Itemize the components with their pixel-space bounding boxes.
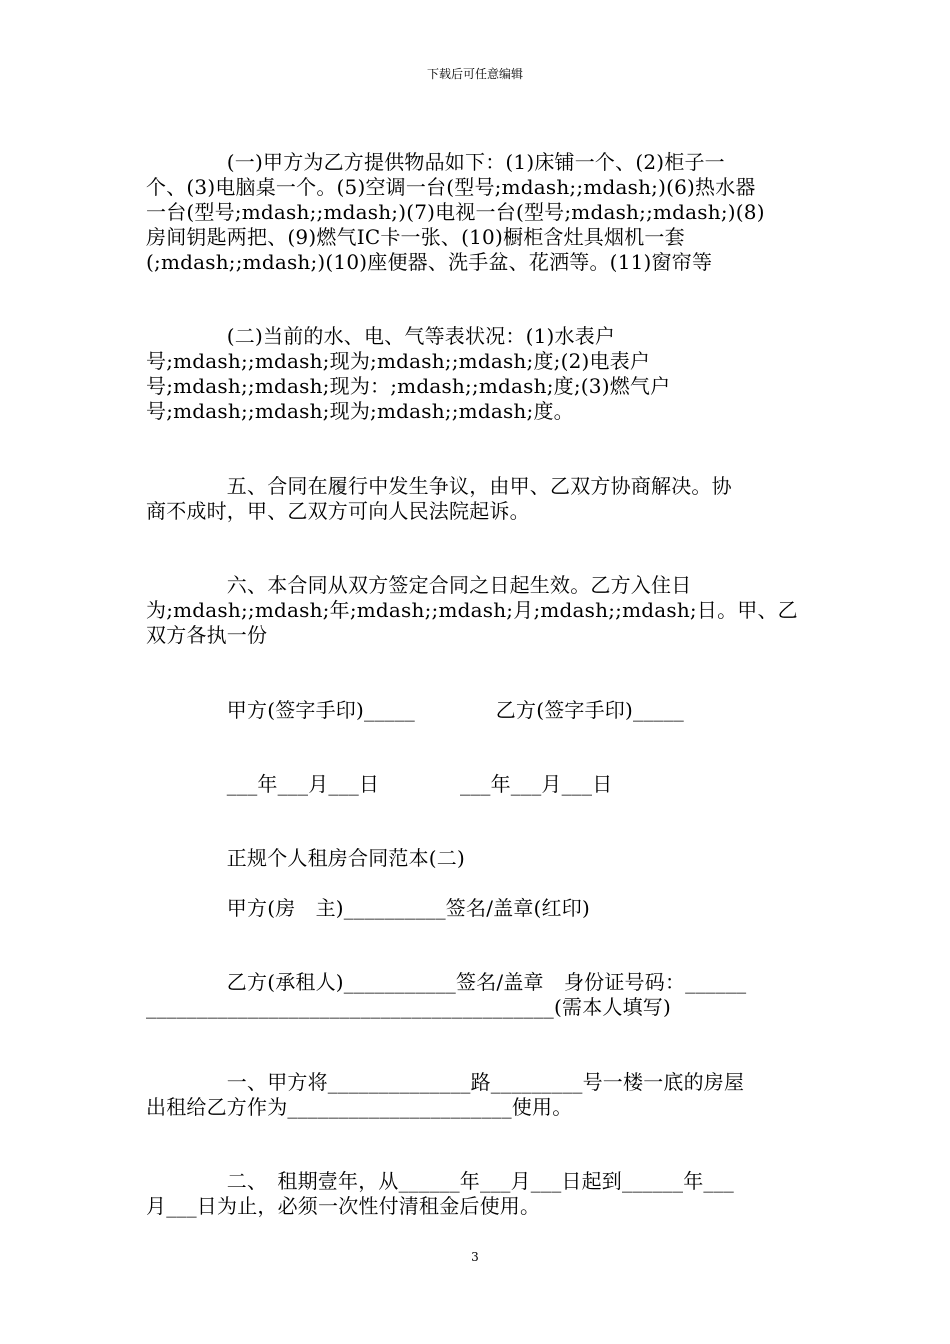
paragraph-line: 二、 租期壹年，从______年___月___日起到______年___: [146, 1169, 734, 1193]
paragraph-line: 双方各执一份: [146, 623, 268, 647]
paragraph-line: 号;mdash;;mdash;现为;mdash;;mdash;度。: [146, 399, 574, 423]
paragraph-line: 出租给乙方作为______________________使用。: [146, 1095, 573, 1119]
page-header: 下载后可任意编辑: [426, 67, 523, 81]
paragraph-line: 为;mdash;;mdash;年;mdash;;mdash;月;mdash;;mdash;日。甲、乙: [146, 598, 798, 622]
paragraph-line: 个、(3)电脑桌一个。(5)空调一台(型号;mdash;;mdash;)(6)热水器: [146, 175, 756, 199]
paragraph-line: 号;mdash;;mdash;现为;mdash;;mdash;度;(2)电表户: [146, 349, 651, 373]
paragraph-line: 一台(型号;mdash;;mdash;)(7)电视一台(型号;mdash;;mdash;)(8): [146, 200, 765, 224]
page-number: 3: [471, 1250, 479, 1264]
paragraph-line: 六、本合同从双方签定合同之日起生效。乙方入住日: [146, 573, 692, 597]
paragraph-line: 房间钥匙两把、(9)燃气IC卡一张、(10)橱柜含灶具烟机一套: [146, 225, 685, 249]
paragraph-line: 五、合同在履行中发生争议，由甲、乙双方协商解决。协: [146, 474, 732, 498]
paragraph-line: 商不成时，甲、乙双方可向人民法院起诉。: [146, 499, 530, 523]
paragraph-line: (;mdash;;mdash;)(10)座便器、洗手盆、花洒等。(11)窗帘等: [146, 250, 713, 274]
paragraph-line: 号;mdash;;mdash;现为：;mdash;;mdash;度;(3)燃气户: [146, 374, 671, 398]
signature-line: 甲方(签字手印)_____ 乙方(签字手印)_____: [146, 698, 685, 722]
paragraph-line: 一、甲方将______________路_________号一楼一底的房屋: [146, 1070, 745, 1094]
paragraph-line: (二)当前的水、电、气等表状况：(1)水表户: [146, 324, 616, 348]
paragraph-line: 乙方(承租人)___________签名/盖章 身份证号码：______: [146, 970, 747, 994]
paragraph-line: (一)甲方为乙方提供物品如下：(1)床铺一个、(2)柜子一: [146, 150, 725, 174]
contract-title: 正规个人租房合同范本(二): [146, 846, 466, 870]
paragraph-line: 月___日为止，必须一次性付清租金后使用。: [146, 1194, 541, 1218]
date-line: ___年___月___日 ___年___月___日: [146, 772, 613, 796]
landlord-line: 甲方(房 主)__________签名/盖章(红印): [146, 896, 590, 920]
paragraph-line: ________________________________________(需本人填写): [146, 995, 672, 1019]
